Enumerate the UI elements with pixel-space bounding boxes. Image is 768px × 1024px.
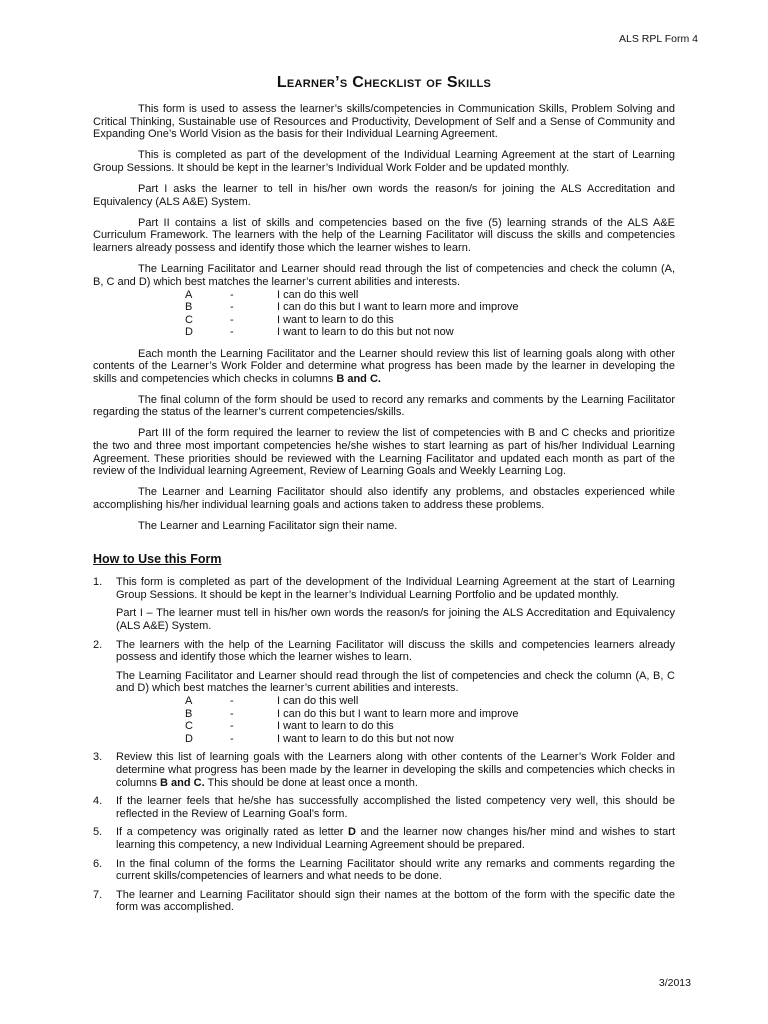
- legend-letter: B: [185, 707, 193, 720]
- legend-description: I want to learn to do this: [277, 313, 394, 326]
- list-item: [93, 858, 675, 883]
- legend-letter: C: [185, 720, 193, 733]
- form-reference: ALS RPL Form 4: [619, 33, 698, 45]
- bold-letter-text: D: [348, 826, 356, 839]
- intro-paragraph-3: Part I asks the learner to tell in his/her own words the reason/s for joining the ALS Accreditation and Equivalency (ALS A&E) System.: [93, 182, 675, 208]
- step-text-part: and the learner now changes his/her mind and wishes to start learning this competency, a new Individual Learning Agreement should be prepared.: [116, 826, 676, 851]
- step-number: 1.: [93, 576, 103, 589]
- legend-row: [93, 289, 675, 302]
- bold-columns-text: B and C.: [336, 372, 381, 385]
- legend-description: I want to learn to do this but not now: [277, 326, 454, 339]
- intro-paragraph-7: The final column of the form should be used to record any remarks and comments by the Learning Facilitator regarding the status of the learner’s current competencies/skills.: [93, 393, 675, 419]
- legend-row: [93, 314, 675, 327]
- legend-letter: A: [185, 694, 193, 707]
- legend-row: [116, 733, 675, 746]
- rating-legend: [93, 289, 675, 339]
- step-text: If the learner feels that he/she has successfully accomplished the listed competency very well, this should be reflected in the Review of Learning Goal’s form.: [116, 795, 675, 820]
- step-text-part: This should be done at least once a month.: [204, 776, 418, 789]
- intro-paragraph-4: Part II contains a list of skills and competencies based on the five (5) learning strands of the ALS A&E Curriculum Framework. The learners with the help of the Learning Facilitator will discuss the skills and competencies learners already possess and identify those which the learner wishes to learn.: [93, 216, 675, 254]
- step-text: The learner and Learning Facilitator should sign their names at the bottom of the form with the specific date the form was accomplished.: [116, 888, 675, 914]
- intro-paragraph-2: This is completed as part of the development of the Individual Learning Agreement at the start of Learning Group Sessions. It should be kept in the learner’s Individual Work Folder and be updated monthly.: [93, 149, 675, 174]
- document-body: [93, 103, 675, 920]
- step-text-part: Review this list of learning goals with the Learners along with other contents of the Learner’s Work Folder and determine what progress has been made by the learner in developing the skills and competencies which checks in columns: [116, 751, 675, 789]
- legend-dash: -: [230, 707, 234, 720]
- list-item: [93, 826, 675, 851]
- step-number: 3.: [93, 751, 103, 764]
- step-number: 2.: [93, 638, 103, 651]
- intro-paragraph-1: This form is used to assess the learner’s skills/competencies in Communication Skills, Problem Solving and Critical Thinking, Sustainable use of Resources and Productivity, Development of Self and a Sense of Community and Expanding One’s World Vision as the basis for their Individual Learning Agreement.: [93, 103, 675, 141]
- intro-paragraph-10: The Learner and Learning Facilitator sign their name.: [138, 520, 398, 533]
- legend-row: [93, 326, 675, 339]
- legend-row: [116, 708, 675, 721]
- legend-dash: -: [230, 732, 234, 745]
- legend-description: I can do this but I want to learn more and improve: [277, 707, 519, 720]
- intro-paragraph-8: Part III of the form required the learner to review the list of competencies with B and C checks and prioritize the two and three most important competencies he/she wishes to start learning as part of his/her Individual Learning Agreement. These priorities should be reviewed with the Learning Facilitator and updated each month as part of the review of the Individual learning Agreement, Review of Learning Goals and Weekly Learning Log.: [93, 427, 675, 478]
- how-to-heading: How to Use this Form: [93, 551, 222, 566]
- list-item: [93, 751, 675, 789]
- step-subtext: The Learning Facilitator and Learner should read through the list of competencies and check the column (A, B, C and D) which best matches the learner’s current abilities and interests.: [116, 669, 675, 695]
- bold-columns-text: B and C.: [160, 776, 205, 789]
- how-to-steps: [93, 576, 675, 914]
- intro-paragraph-9: The Learner and Learning Facilitator should also identify any problems, and obstacles experienced while accomplishing his/her individual learning goals and actions taken to address these problems.: [93, 486, 675, 511]
- step-number: 5.: [93, 826, 103, 839]
- step-number: 7.: [93, 888, 103, 901]
- legend-dash: -: [230, 694, 234, 707]
- legend-letter: B: [185, 301, 193, 314]
- legend-letter: C: [185, 313, 193, 326]
- list-item: [93, 795, 675, 820]
- legend-row: [116, 695, 675, 708]
- step-text-part: If a competency was originally rated as letter: [116, 826, 349, 839]
- legend-description: I want to learn to do this but not now: [277, 732, 454, 745]
- list-item: [93, 889, 675, 914]
- list-item: [93, 639, 675, 746]
- legend-description: I can do this well: [277, 694, 359, 707]
- step-text: This form is completed as part of the development of the Individual Learning Agreement at the start of Learning Group Sessions. It should be kept in the learner’s Individual Learning Portfolio and be updated monthly.: [116, 576, 675, 601]
- legend-letter: D: [185, 732, 193, 745]
- step-number: 4.: [93, 795, 103, 808]
- legend-description: I want to learn to do this: [277, 720, 394, 733]
- step-number: 6.: [93, 857, 103, 870]
- legend-letter: D: [185, 326, 193, 339]
- legend-dash: -: [230, 326, 234, 339]
- step-text: [116, 826, 675, 851]
- legend-row: [116, 720, 675, 733]
- legend-dash: -: [230, 313, 234, 326]
- footer-date: 3/2013: [658, 977, 691, 989]
- legend-row: [93, 301, 675, 314]
- step-text: In the final column of the forms the Learning Facilitator should write any remarks and comments regarding the current skills/competencies of learners and what needs to be done.: [116, 857, 675, 883]
- legend-letter: A: [185, 288, 193, 301]
- legend-dash: -: [230, 288, 234, 301]
- rating-legend: [116, 695, 675, 745]
- paragraph-text: Each month the Learning Facilitator and the Learner should review this list of learning goals along with other contents of the Learner’s Work Folder and determine what progress has been made by the learner in developing the skills and competencies which checks in columns: [93, 347, 675, 385]
- step-text: The learners with the help of the Learning Facilitator will discuss the skills and competencies learners already possess and identify those which the learner wishes to learn.: [116, 638, 675, 664]
- legend-dash: -: [230, 301, 234, 314]
- legend-description: I can do this well: [277, 288, 359, 301]
- step-subtext: Part I – The learner must tell in his/her own words the reason/s for joining the ALS Accreditation and Equivalency (ALS A&E) System.: [116, 607, 675, 632]
- step-text: [116, 751, 675, 789]
- legend-description: I can do this but I want to learn more and improve: [277, 301, 519, 314]
- intro-paragraph-5: The Learning Facilitator and Learner should read through the list of competencies and check the column (A, B, C and D) which best matches the learner’s current abilities and interests.: [93, 262, 675, 288]
- legend-dash: -: [230, 720, 234, 733]
- page-title: Learner’s Checklist of Skills: [276, 74, 492, 91]
- list-item: [93, 576, 675, 632]
- intro-paragraph-6: [93, 348, 675, 386]
